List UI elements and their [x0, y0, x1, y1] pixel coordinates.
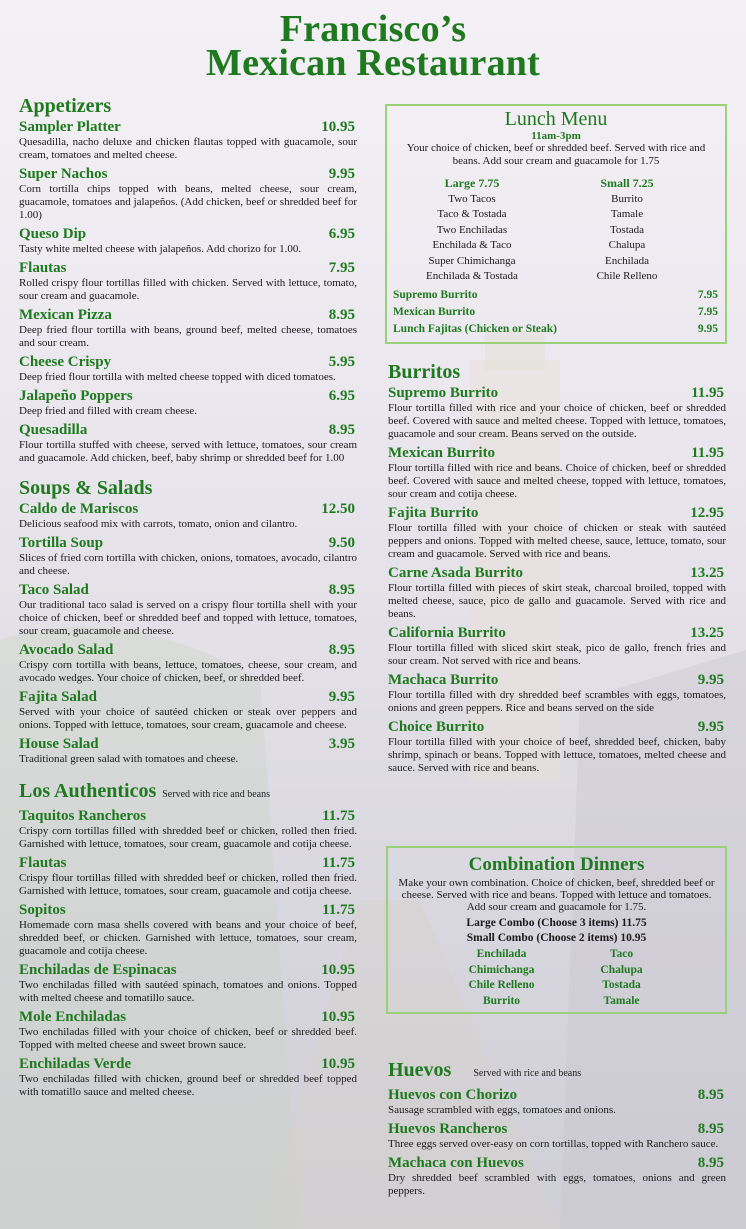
- menu-item-price: 9.50: [328, 535, 355, 551]
- menu-item-description: Served with your choice of sautéed chicken or steak over peppers and onions. Topped with lettuce, tomatoes, sour cream, guacamole and cheese.: [19, 706, 357, 731]
- menu-item-price: 6.95: [328, 388, 355, 404]
- menu-item-description: Crispy corn tortillas filled with shredded beef or chicken, rolled then fried. Garnished with lettuce, tomatoes, sour cream, guacamole and cotija cheese.: [19, 825, 357, 850]
- menu-item: [388, 445, 726, 501]
- menu-item-header: [388, 719, 726, 736]
- menu-item-header: [19, 962, 357, 979]
- menu-item: [19, 1009, 357, 1052]
- menu-item-price: 13.25: [690, 625, 724, 641]
- lunch-special-price: 9.95: [697, 322, 718, 335]
- lunch-special-price: 7.95: [697, 305, 718, 318]
- menu-item-description: Flour tortilla filled with rice and your choice of chicken, beef or shredded beef. Covered with sauce and melted cheese. Topped with lettuce, tomatoes, guacamole and sour cream. Beans served on the outside.: [388, 402, 726, 440]
- menu-item-price: 12.50: [321, 501, 355, 517]
- menu-item-name: Enchiladas Verde: [19, 1056, 132, 1072]
- menu-item: [19, 535, 357, 578]
- combo-large: Large Combo (Choose 3 items) 11.75: [466, 917, 647, 929]
- menu-item: [19, 354, 357, 384]
- menu-item-description: Flour tortilla filled with pieces of skirt steak, charcoal broiled, topped with melted cheese, sauce, pico de gallo and guacamole. Served with rice and beans.: [388, 582, 726, 620]
- combo-item: Chile Relleno: [468, 979, 535, 991]
- menu-item: [19, 388, 357, 418]
- menu-item-name: Machaca con Huevos: [388, 1155, 524, 1171]
- menu-item-price: 8.95: [697, 1155, 724, 1171]
- menu-item-description: Traditional green salad with tomatoes and cheese.: [19, 753, 239, 765]
- menu-item-header: [19, 1009, 357, 1026]
- menu-item-description: Deep fried flour tortilla with melted cheese topped with diced tomatoes.: [19, 371, 336, 383]
- menu-item-header: [19, 902, 357, 919]
- menu-item-price: 10.95: [321, 119, 355, 135]
- menu-item-header: [388, 1155, 726, 1172]
- lunch-large-column: [387, 176, 557, 285]
- lunch-small-list: [557, 192, 697, 285]
- menu-item-description: Two enchiladas filled with sautéed spinach, tomatoes and onions. Topped with melted cheese and tomatillo sauce.: [19, 979, 357, 1004]
- menu-item-header: [19, 307, 357, 324]
- menu-item-name: Mexican Pizza: [19, 307, 112, 323]
- menu-item: [388, 505, 726, 561]
- menu-item-header: [388, 625, 726, 642]
- lunch-special-name: Lunch Fajitas (Chicken or Steak): [393, 322, 557, 335]
- menu-item-description: Our traditional taco salad is served on a crispy flour tortilla shell with your choice of chicken, beef or shredded beef and topped with lettuce, tomatoes, sour cream, guacamole and cheese.: [19, 599, 357, 637]
- lunch-special-row: [387, 287, 725, 304]
- menu-item: [19, 808, 357, 851]
- lunch-small-item: Tostada: [609, 223, 645, 236]
- menu-item-header: [19, 535, 357, 552]
- menu-item-name: Flautas: [19, 855, 67, 871]
- menu-item: [388, 1087, 726, 1117]
- lunch-description: Your choice of chicken, beef or shredded beef. Served with rice and beans. Add sour cream and guacamole for 1.75: [406, 142, 706, 167]
- menu-item-name: Super Nachos: [19, 166, 108, 182]
- menu-item-description: Slices of fried corn tortilla with chicken, onions, tomatoes, avocado, cilantro and cheese.: [19, 552, 357, 577]
- menu-item-price: 11.75: [322, 808, 355, 824]
- title-line-2: Mexican Restaurant: [206, 42, 540, 84]
- menu-item-description: Crispy flour tortillas filled with shredded beef or chicken, rolled then fried. Garnished with lettuce, tomatoes, sour cream, guacamole and cotija cheese.: [19, 872, 357, 897]
- menu-item-price: 10.95: [321, 1009, 355, 1025]
- menu-item-name: Choice Burrito: [388, 719, 485, 735]
- huevos-heading-row: [388, 1059, 726, 1085]
- menu-item-name: Mexican Burrito: [388, 445, 496, 461]
- menu-item-header: [19, 582, 357, 599]
- lunch-large-item: Enchilada & Tostada: [426, 270, 518, 282]
- burritos-heading: Burritos: [388, 361, 461, 383]
- lunch-large-item: Super Chimichanga: [428, 254, 516, 267]
- menu-item: [19, 260, 357, 303]
- menu-item-header: [388, 1121, 726, 1138]
- combo-item: Burrito: [482, 994, 521, 1007]
- combination-dinners-box: [386, 846, 727, 1014]
- menu-item: [19, 642, 357, 685]
- menu-item-header: [388, 385, 726, 402]
- lunch-columns: [387, 176, 725, 285]
- huevos-note: Served with rice and beans: [473, 1068, 582, 1079]
- soups-list: [19, 501, 357, 766]
- combo-item: Tamale: [603, 994, 640, 1007]
- authenticos-heading: Los Authenticos: [19, 780, 157, 802]
- menu-item-name: Flautas: [19, 260, 67, 276]
- menu-item-name: Enchiladas de Espinacas: [19, 962, 177, 978]
- menu-item-name: Supremo Burrito: [388, 385, 499, 401]
- menu-item-description: Crispy corn tortilla with beans, lettuce, tomatoes, cheese, sour cream, and avocado wedges. Your choice of chicken, beef, or shredded beef.: [19, 659, 357, 684]
- menu-item: [19, 166, 357, 222]
- combo-items-grid: [388, 947, 725, 1009]
- menu-item-name: Fajita Burrito: [388, 505, 479, 521]
- menu-item: [19, 226, 357, 256]
- menu-item-price: 8.95: [328, 422, 355, 438]
- menu-item: [388, 719, 726, 775]
- menu-item-price: 11.75: [322, 855, 355, 871]
- menu-item-header: [19, 1056, 357, 1073]
- combo-item: Chimichanga: [468, 963, 535, 976]
- menu-item-header: [19, 166, 357, 183]
- menu-item-header: [19, 736, 357, 753]
- huevos-list: [388, 1087, 726, 1198]
- menu-item-description: Dry shredded beef scrambled with eggs, tomatoes, onions and green peppers.: [388, 1172, 726, 1197]
- authenticos-heading-row: [19, 780, 357, 806]
- lunch-small-item: Chile Relleno: [596, 270, 658, 282]
- lunch-special-price: 7.95: [697, 288, 718, 301]
- menu-item-price: 9.95: [697, 672, 724, 688]
- appetizers-list: [19, 119, 357, 465]
- menu-item: [19, 962, 357, 1005]
- title-line-1: Francisco’s: [279, 8, 467, 50]
- menu-item-name: Sampler Platter: [19, 119, 121, 135]
- lunch-large-item: Two Enchiladas: [436, 223, 508, 236]
- menu-item-header: [388, 1087, 726, 1104]
- huevos-section: [388, 1059, 726, 1202]
- lunch-large-item: Two Tacos: [448, 192, 496, 205]
- menu-item-name: Jalapeño Poppers: [19, 388, 133, 404]
- menu-item: [19, 307, 357, 350]
- menu-item-description: Three eggs served over-easy on corn tortillas, topped with Ranchero sauce.: [388, 1138, 719, 1150]
- lunch-small-item: Enchilada: [605, 254, 649, 267]
- combo-description: Make your own combination. Choice of chicken, beef, shredded beef or cheese. Served with rice and beans. Topped with lettuce and tomatoes. Add sour cream and guacamole for 1.75.: [398, 877, 715, 913]
- menu-item-name: Huevos Rancheros: [388, 1121, 508, 1137]
- menu-item-description: Flour tortilla filled with rice and beans. Choice of chicken, beef or shredded beef. Covered with sauce and melted cheese, topped with lettuce, tomatoes, sour cream and cotija cheese.: [388, 462, 726, 500]
- menu-item-price: 9.95: [328, 689, 355, 705]
- menu-item-header: [19, 388, 357, 405]
- lunch-heading: Lunch Menu: [504, 108, 608, 130]
- combo-heading: Combination Dinners: [468, 854, 645, 875]
- menu-item: [19, 119, 357, 162]
- lunch-special-row: [387, 304, 725, 321]
- restaurant-title: [0, 8, 746, 84]
- left-column: [19, 95, 357, 1103]
- menu-item: [19, 1056, 357, 1099]
- menu-item-header: [19, 354, 357, 371]
- lunch-special-name: Supremo Burrito: [393, 288, 478, 301]
- menu-item: [19, 501, 357, 531]
- appetizers-heading: Appetizers: [19, 95, 112, 117]
- menu-item-name: Caldo de Mariscos: [19, 501, 139, 517]
- lunch-small-item: Burrito: [611, 192, 643, 205]
- menu-item-header: [19, 642, 357, 659]
- menu-item-price: 8.95: [328, 582, 355, 598]
- menu-item-price: 12.95: [690, 505, 724, 521]
- menu-item: [388, 625, 726, 668]
- lunch-hours: 11am-3pm: [531, 130, 581, 142]
- menu-item-name: Queso Dip: [19, 226, 87, 242]
- menu-item-price: 9.95: [697, 719, 724, 735]
- menu-item: [388, 1155, 726, 1198]
- menu-item-price: 11.75: [322, 902, 355, 918]
- appetizers-section: [19, 95, 357, 465]
- lunch-large-heading: Large 7.75: [444, 176, 500, 190]
- lunch-small-item: Tamale: [610, 208, 644, 220]
- menu-item-price: 6.95: [328, 226, 355, 242]
- menu-item-description: Flour tortilla filled with dry shredded beef scrambles with eggs, tomatoes, onions and green peppers. Rice and beans served on the side: [388, 689, 726, 714]
- menu-item-price: 11.95: [691, 445, 724, 461]
- menu-item-header: [19, 501, 357, 518]
- menu-item-name: Taquitos Rancheros: [19, 808, 147, 824]
- lunch-large-item: Enchilada & Taco: [432, 239, 512, 251]
- menu-item: [19, 422, 357, 465]
- menu-item-description: Flour tortilla filled with your choice of beef, shredded beef, chicken, baby shrimp, spinach or beans. Topped with lettuce, tomatoes, melted cheese and sauce. Served with rice and beans.: [388, 736, 726, 774]
- menu-item-price: 9.95: [328, 166, 355, 182]
- authenticos-section: [19, 780, 357, 1099]
- menu-item-header: [388, 672, 726, 689]
- menu-item-name: Carne Asada Burrito: [388, 565, 523, 581]
- menu-item-name: House Salad: [19, 736, 99, 752]
- menu-item-header: [19, 260, 357, 277]
- menu-item-name: Sopitos: [19, 902, 66, 918]
- lunch-small-column: [557, 176, 697, 285]
- authenticos-list: [19, 808, 357, 1099]
- menu-item-name: Machaca Burrito: [388, 672, 499, 688]
- menu-item-name: Taco Salad: [19, 582, 89, 598]
- menu-item-description: Two enchiladas filled with your choice of chicken, beef or shredded beef. Topped with melted cheese and sweet brown sauce.: [19, 1026, 357, 1051]
- menu-item: [388, 385, 726, 441]
- menu-item-header: [19, 422, 357, 439]
- menu-item-description: Tasty white melted cheese with jalapeños. Add chorizo for 1.00.: [19, 243, 302, 255]
- menu-item-name: Huevos con Chorizo: [388, 1087, 518, 1103]
- menu-item-header: [19, 226, 357, 243]
- lunch-special-row: [387, 321, 725, 338]
- menu-item-header: [19, 689, 357, 706]
- menu-item-price: 5.95: [328, 354, 355, 370]
- menu-item-price: 3.95: [328, 736, 355, 752]
- menu-item-description: Quesadilla, nacho deluxe and chicken flautas topped with guacamole, sour cream, tomatoes and melted cheese.: [19, 136, 357, 161]
- huevos-heading: Huevos: [388, 1059, 452, 1081]
- lunch-specials: [387, 287, 725, 338]
- menu-item-name: Fajita Salad: [19, 689, 97, 705]
- lunch-small-heading: Small 7.25: [600, 176, 654, 190]
- menu-item: [19, 582, 357, 638]
- lunch-special-name: Mexican Burrito: [393, 305, 476, 318]
- menu-item-price: 8.95: [697, 1121, 724, 1137]
- menu-item-description: Flour tortilla filled with sliced skirt steak, pico de gallo, french fries and sour cream. Not served with rice and beans.: [388, 642, 726, 667]
- burritos-section: [388, 361, 726, 779]
- lunch-small-item: Chalupa: [608, 239, 646, 251]
- menu-item: [19, 855, 357, 898]
- menu-item-description: Flour tortilla stuffed with cheese, served with lettuce, tomatoes, sour cream and guacamole. Add chicken, beef, baby shrimp or shredded beef for 1.00: [19, 439, 357, 464]
- menu-item-description: Deep fried and filled with cream cheese.: [19, 405, 198, 417]
- menu-item-price: 10.95: [321, 1056, 355, 1072]
- menu-item-price: 8.95: [697, 1087, 724, 1103]
- menu-item-description: Sausage scrambled with eggs, tomatoes and onions.: [388, 1104, 616, 1116]
- menu-item-header: [19, 119, 357, 136]
- menu-item-header: [19, 855, 357, 872]
- menu-item-name: Avocado Salad: [19, 642, 114, 658]
- combo-item: Taco: [609, 948, 634, 960]
- soups-salads-heading: Soups & Salads: [19, 477, 153, 499]
- menu-item: [19, 902, 357, 958]
- combo-small: Small Combo (Choose 2 items) 10.95: [466, 932, 647, 944]
- menu-item-description: Rolled crispy flour tortillas filled with chicken. Served with lettuce, tomato, sour cream and guacamole.: [19, 277, 357, 302]
- menu-item-name: Tortilla Soup: [19, 535, 104, 551]
- menu-item-header: [19, 808, 357, 825]
- combo-item: Chalupa: [600, 963, 643, 976]
- menu-item-description: Flour tortilla filled with your choice of chicken or steak with sautéed peppers and onions. Topped with melted cheese, sauce, lettuce, tomato, sour cream and guacamole. Served with rice and beans.: [388, 522, 726, 560]
- menu-item: [388, 565, 726, 621]
- menu-item-header: [388, 445, 726, 462]
- menu-item: [19, 689, 357, 732]
- menu-item-name: California Burrito: [388, 625, 506, 641]
- authenticos-note: Served with rice and beans: [162, 789, 270, 800]
- soups-salads-section: [19, 477, 357, 766]
- menu-item-price: 11.95: [691, 385, 724, 401]
- menu-item-header: [388, 565, 726, 582]
- menu-item-description: Deep fried flour tortilla with beans, ground beef, melted cheese, tomatoes and sour cream.: [19, 324, 357, 349]
- combo-item: Tostada: [602, 979, 641, 991]
- menu-item-name: Mole Enchiladas: [19, 1009, 127, 1025]
- menu-item-description: Two enchiladas filled with chicken, ground beef or shredded beef topped with tomatillo sauce and melted cheese.: [19, 1073, 357, 1098]
- menu-item: [388, 672, 726, 715]
- lunch-large-item: Taco & Tostada: [437, 208, 507, 220]
- menu-item: [388, 1121, 726, 1151]
- lunch-menu-box: [385, 104, 727, 344]
- menu-item-price: 13.25: [690, 565, 724, 581]
- menu-item: [19, 736, 357, 766]
- menu-item-header: [388, 505, 726, 522]
- menu-item-name: Quesadilla: [19, 422, 88, 438]
- lunch-large-list: [387, 192, 557, 285]
- menu-item-price: 7.95: [328, 260, 355, 276]
- menu-item-name: Cheese Crispy: [19, 354, 112, 370]
- burritos-list: [388, 385, 726, 775]
- menu-item-price: 10.95: [321, 962, 355, 978]
- combo-item: Enchilada: [476, 948, 527, 960]
- menu-item-description: Homemade corn masa shells covered with beans and your choice of beef, shredded beef, or chicken. Garnished with lettuce, tomatoes, sour cream, guacamole and cotija cheese.: [19, 919, 357, 957]
- menu-item-description: Delicious seafood mix with carrots, tomato, onion and cilantro.: [19, 518, 298, 530]
- menu-item-price: 8.95: [328, 307, 355, 323]
- menu-item-description: Corn tortilla chips topped with beans, melted cheese, sour cream, guacamole, tomatoes and jalapeños. (Add chicken, beef or shredded beef for 1.00): [19, 183, 357, 221]
- menu-item-price: 8.95: [328, 642, 355, 658]
